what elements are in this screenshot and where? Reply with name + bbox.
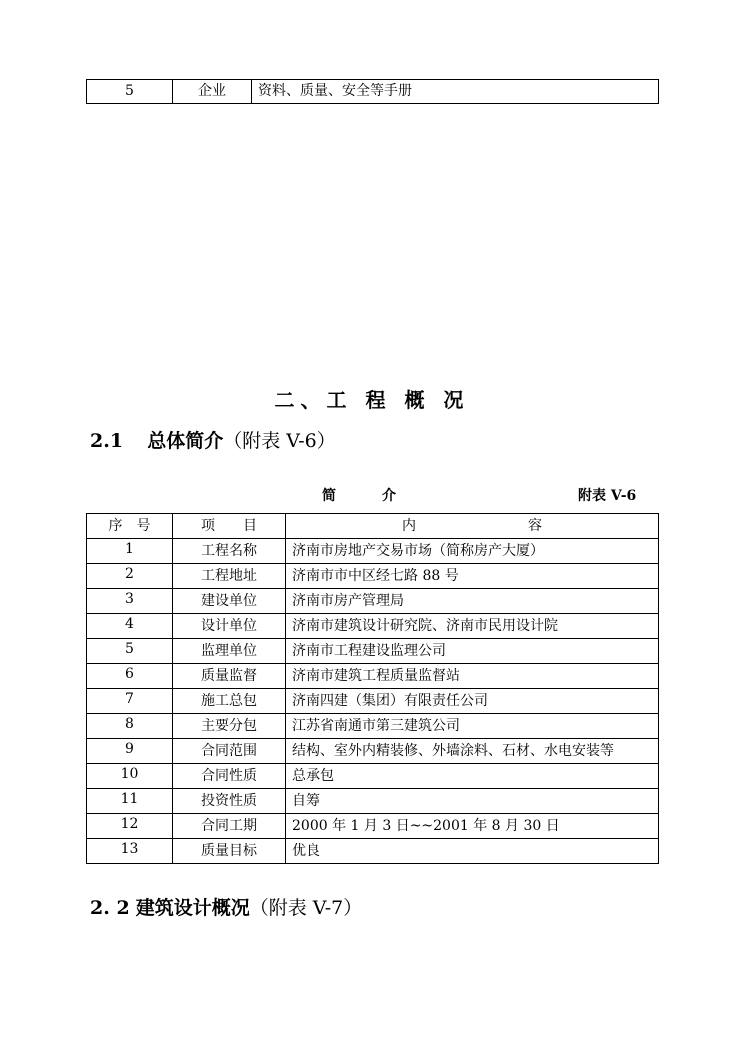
- seq-cell: 11: [87, 789, 173, 814]
- item-cell: 合同性质: [173, 764, 286, 789]
- heading-ref: （附表 V-6）: [223, 430, 336, 452]
- seq-cell: 9: [87, 739, 173, 764]
- seq-cell: 3: [87, 589, 173, 614]
- header-seq: 序 号: [87, 514, 173, 539]
- table-row: [87, 614, 659, 639]
- heading-2-1: [90, 426, 336, 453]
- item-cell: 工程地址: [173, 564, 286, 589]
- table-ref: 附表 V-6: [578, 488, 637, 504]
- table-row: [87, 739, 659, 764]
- item-cell: 合同工期: [173, 814, 286, 839]
- top-table-fragment: [86, 79, 659, 104]
- item-cell: 合同范围: [173, 739, 286, 764]
- seq-cell: 10: [87, 764, 173, 789]
- seq-cell: 8: [87, 714, 173, 739]
- content-cell: 2000 年 1 月 3 日~~2001 年 8 月 30 日: [286, 814, 659, 839]
- seq-cell: 13: [87, 839, 173, 864]
- item-cell: 监理单位: [173, 639, 286, 664]
- item-cell: 建设单位: [173, 589, 286, 614]
- seq-cell: 2: [87, 564, 173, 589]
- table-row: [87, 80, 659, 104]
- table-row: [87, 539, 659, 564]
- table-row: [87, 689, 659, 714]
- heading-number: 2. 2: [90, 897, 130, 919]
- header-content: 内 容: [286, 514, 659, 539]
- item-cell: 主要分包: [173, 714, 286, 739]
- content-cell: 济南市建筑工程质量监督站: [286, 664, 659, 689]
- table-caption: 简介: [322, 488, 442, 504]
- seq-cell: 4: [87, 614, 173, 639]
- heading-title: 总体简介: [147, 430, 224, 452]
- content-cell: 济南市房地产交易市场（简称房产大厦）: [286, 539, 659, 564]
- content-cell: 济南市工程建设监理公司: [286, 639, 659, 664]
- table-row: [87, 714, 659, 739]
- table-row: [87, 814, 659, 839]
- overview-table: [86, 513, 659, 864]
- content-cell: 济南市建筑设计研究院、济南市民用设计院: [286, 614, 659, 639]
- content-cell: 济南市市中区经七路 88 号: [286, 564, 659, 589]
- table-row: [87, 839, 659, 864]
- table-body: [87, 539, 659, 864]
- item-cell: 质量目标: [173, 839, 286, 864]
- table-row: [87, 589, 659, 614]
- item-cell: 企业: [173, 80, 252, 104]
- item-cell: 投资性质: [173, 789, 286, 814]
- table-row: [87, 639, 659, 664]
- table-row: [87, 564, 659, 589]
- table-row: [87, 664, 659, 689]
- content-cell: 济南四建（集团）有限责任公司: [286, 689, 659, 714]
- item-cell: 工程名称: [173, 539, 286, 564]
- item-cell: 质量监督: [173, 664, 286, 689]
- table-row: [87, 789, 659, 814]
- seq-cell: 5: [87, 80, 173, 104]
- seq-cell: 1: [87, 539, 173, 564]
- content-cell: 结构、室外内精装修、外墙涂料、石材、水电安装等: [286, 739, 659, 764]
- heading-2-2: [90, 893, 362, 920]
- header-item: 项 目: [173, 514, 286, 539]
- heading-ref: （附表 V-7）: [249, 897, 363, 919]
- seq-cell: 7: [87, 689, 173, 714]
- table-row: [87, 764, 659, 789]
- item-cell: 施工总包: [173, 689, 286, 714]
- heading-title: 建筑设计概况: [135, 897, 250, 919]
- content-cell: 济南市房产管理局: [286, 589, 659, 614]
- section-title: 二、工 程 概 况: [274, 388, 470, 412]
- content-cell: 江苏省南通市第三建筑公司: [286, 714, 659, 739]
- content-cell: 自筹: [286, 789, 659, 814]
- content-cell: 总承包: [286, 764, 659, 789]
- seq-cell: 5: [87, 639, 173, 664]
- heading-number: 2.1: [90, 430, 124, 452]
- seq-cell: 6: [87, 664, 173, 689]
- content-cell: 资料、质量、安全等手册: [252, 80, 659, 104]
- item-cell: 设计单位: [173, 614, 286, 639]
- table-header-row: [87, 514, 659, 539]
- seq-cell: 12: [87, 814, 173, 839]
- content-cell: 优良: [286, 839, 659, 864]
